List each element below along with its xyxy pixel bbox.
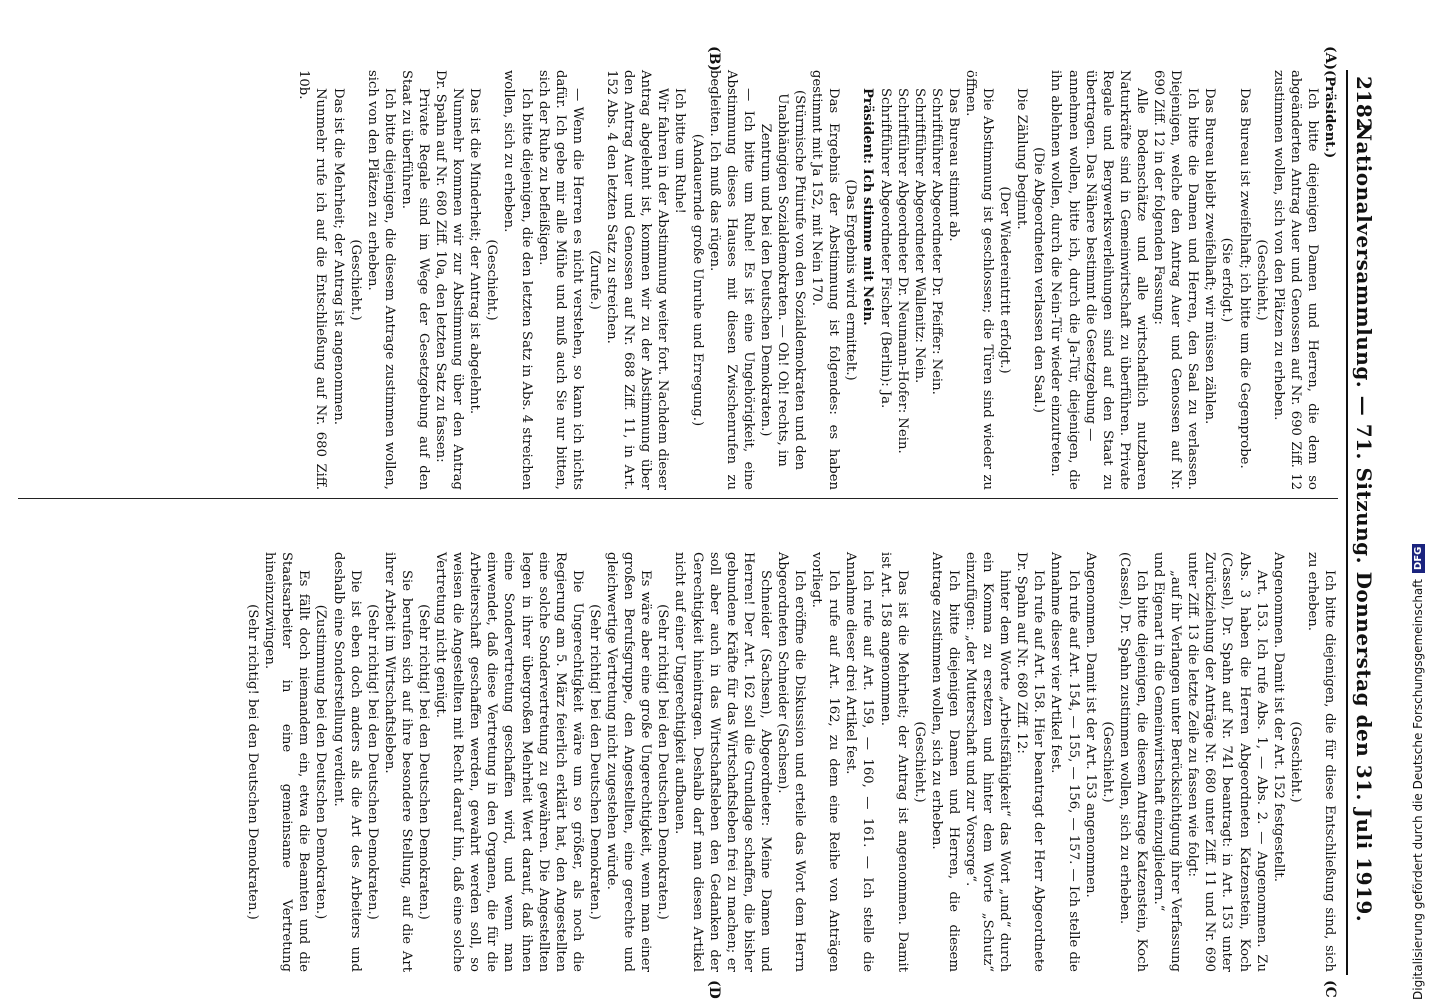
margin-mark-c: (C bbox=[1322, 980, 1338, 998]
paragraph: Das Bureau ist zweifelhaft; ich bitte um die Gegenprobe. bbox=[1236, 88, 1252, 469]
paragraph: (Zustimmung bei den Deutschen Demokraten.) bbox=[313, 604, 329, 920]
paragraph: (Der Wiedereintritt erfolgt.) bbox=[997, 186, 1013, 374]
paragraph: — Ich bitte um Ruhe! Es ist eine Ungehörigkeit, eine Abstimmung dieses Hauses mit diesen Zwischenrufen zu begleiten. Ich muß das rügen. bbox=[706, 70, 756, 490]
paragraph: (Geschieht.) bbox=[484, 239, 500, 321]
paragraph: Schriftführer Abgeordneter Wallenitz: Nein. bbox=[911, 88, 927, 384]
footer-text: Digitalisierung gefördert durch die Deutsche Forschungsgemeinschaft bbox=[1411, 578, 1425, 1000]
margin-mark-b: (B) bbox=[706, 46, 722, 72]
paragraph: Schriftführer Abgeordneter Dr. Neumann-Hofer: Nein. bbox=[894, 88, 910, 454]
dfg-logo: DFG bbox=[1412, 544, 1425, 573]
paragraph: Das Bureau stimmt ab. bbox=[945, 88, 961, 242]
paragraph: (Sehr richtig! bei den Deutschen Demokraten.) bbox=[416, 604, 432, 920]
paragraph: (Geschieht.) bbox=[1253, 239, 1269, 321]
column-divider bbox=[18, 498, 1338, 499]
paragraph: Die Zählung beginnt. bbox=[1014, 88, 1030, 230]
paragraph: Es wäre aber eine große Ungerechtigkeit, wenn man einer großen Berufsgruppe, den Angestellten, eine gerechte und gleichwertige Vertretung nicht zugestehen würde. bbox=[604, 552, 654, 972]
paragraph: Ich rufe auf Art. 162, zu dem eine Reihe von Anträgen vorliegt. bbox=[809, 552, 842, 972]
paragraph: (Sehr richtig! bei den Deutschen Demokraten.) bbox=[364, 604, 380, 920]
paragraph: (Das Ergebnis wird ermittelt.) bbox=[843, 179, 859, 381]
margin-mark-a: (A) bbox=[1322, 46, 1338, 71]
footer-credit bbox=[1408, 0, 1434, 1000]
paragraph: (Geschieht.) bbox=[1099, 721, 1115, 803]
paragraph: annehmen wollen, bitte ich, durch die Ja-Tür, diejenigen, die ihn ablehnen wollen, durch die Nein-Tür wieder einzutreten. bbox=[1048, 70, 1081, 490]
paragraph: Das ist die Mehrheit; der Antrag ist angenommen. Damit ist Art. 158 angenommen. bbox=[877, 552, 910, 972]
paragraph: Ich eröffne die Diskussion und erteile das Wort dem Herrn Abgeordneten Schneider (Sachsen). bbox=[775, 552, 808, 972]
paragraph: Ich rufe auf Art. 158. Hier beantragt der Herr Abgeordnete Dr. Spahn auf Nr. 680 Ziff. 12: bbox=[1014, 552, 1047, 972]
page-header bbox=[1346, 70, 1382, 975]
paragraph: (Sehr richtig! bei den Deutschen Demokraten.) bbox=[245, 604, 261, 920]
paragraph: Sie berufen sich auf ihre besondere Stellung, auf die Art ihrer Arbeit im Wirtschaftsleben. bbox=[381, 552, 414, 972]
paragraph: Es fällt doch niemandem ein, etwa die Beamten und die Staatsarbeiter in eine gemeinsame Vertretung hineinzuzwingen. bbox=[262, 552, 312, 972]
paragraph: Das Bureau bleibt zweifelhaft; wir müssen zählen. bbox=[1202, 88, 1218, 425]
paragraph: Das Ergebnis der Abstimmung ist folgendes: es haben gestimmt mit Ja 152, mit Nein 170. bbox=[809, 70, 842, 490]
paragraph: Ich bitte diejenigen, die diesem Antrage Katzenstein, Koch (Cassel), Dr. Spahn zustimmen wollen, sich zu erheben. bbox=[1116, 552, 1149, 972]
paragraph: Schriftführer Abgeordneter Dr. Pfeiffer: Nein. bbox=[928, 88, 944, 395]
paragraph: Die Ungerechtigkeit wäre um so größer, als noch die Regierung am 5. März feierlich erklärt hat, den Angestellten eine solche Sondervertretung zu gewähren. Die Angestellten legen in ihrer übergroßen Mehrheit Wert darauf, daß ihnen eine Sondervertretung geschaffen wird, und wenn man einwendet, daß diese Vertretung in den Organen, die für die Arbeiterschaft geschaffen werden, gewahrt werden soll, so weisen die Angestellten mit Recht darauf hin, daß eine solche Vertretung nicht genügt. bbox=[433, 552, 585, 972]
paragraph: (Geschieht.) bbox=[1287, 721, 1303, 803]
paragraph: „auf ihr Verlangen unter Berücksichtigung ihrer Verfassung und Eigenart in die Gemeinwirtschaft einzugliedern.“ bbox=[1151, 552, 1184, 972]
paragraph: (Geschieht.) bbox=[347, 239, 363, 321]
paragraph: (Sehr richtig! bei den Deutschen Demokraten.) bbox=[655, 604, 671, 920]
paragraph: Nunmehr kommen wir zur Abstimmung über den Antrag Dr. Spahn auf Nr. 680 Ziff. 10a, den letzten Satz zu fassen: bbox=[433, 70, 466, 490]
margin-mark-d: (D bbox=[706, 980, 722, 999]
page-title: Nationalversammlung. — 71. Sitzung. Donnerstag den 31. Juli 1919. bbox=[1352, 122, 1376, 923]
paragraph: (Sehr richtig! bei den Deutschen Demokraten.) bbox=[586, 604, 602, 920]
right-text-column bbox=[244, 552, 1338, 972]
paragraph: Ich bitte diejenigen, die für diese Entschließung sind, sich zu erheben. bbox=[1304, 552, 1337, 972]
paragraph: (Präsident.) bbox=[1322, 70, 1337, 159]
paragraph: (Stürmische Pfuirufe von den Sozialdemokraten und den Unabhängigen Sozialdemokraten. — Oh! Oh! rechts, im Zentrum und bei den Deutschen Demokraten.) bbox=[757, 89, 808, 470]
paragraph: Ich bitte diejenigen, die den letzten Satz in Abs. 4 streichen wollen, sich zu erheben. bbox=[501, 70, 534, 490]
paragraph: Die ist eben doch anders als die Art des Arbeiters und deshalb eine Sonderstellung verdient. bbox=[330, 552, 363, 972]
paragraph: Ich bitte die Damen und Herren, den Saal zu verlassen. Diejenigen, welche den Antrag Auer und Genossen auf Nr. 690 Ziff. 12 in der folgenden Fassung: bbox=[1151, 70, 1201, 490]
paragraph: Alle Bodenschätze und alle wirtschaftlich nutzbaren Naturkräfte sind in Gemeinwirtschaft zu überführen. Private Regale und Bergwerksverleihungen sind auf den Staat zu übertragen. Das Nähere bestimmt die Gesetzgebung — bbox=[1082, 70, 1149, 490]
paragraph: (Zurufe.) bbox=[586, 250, 602, 310]
paragraph: Das ist die Mehrheit; der Antrag ist angenommen. bbox=[330, 88, 346, 425]
paragraph: Private Regale sind im Wege der Gesetzgebung auf den Staat zu überführen. bbox=[398, 70, 432, 490]
paragraph: hinter dem Worte „Arbeitsfähigkeit“ das Wort „und“ durch ein Komma zu ersetzen und hinter dem Worte „Schutz“ einzufügen: „der Mutterschaft und zur Vorsorge“. bbox=[963, 552, 1013, 972]
paragraph: Nunmehr rufe ich auf die Entschließung auf Nr. 680 Ziff. 10b. bbox=[296, 70, 329, 490]
page-number: 2182 bbox=[1352, 76, 1376, 132]
paragraph: (Sie erfolgt.) bbox=[1219, 237, 1235, 323]
paragraph: Art. 153. Ich rufe Abs. 1, — Abs. 2. — Angenommen. Zu Abs. 3 haben die Herren Abgeordneten Katzenstein, Koch (Cassel), Dr. Spahn auf Nr. 741 beantragt: in Art. 153 unter Zurückziehung der Anträge Nr. 680 unter Ziff. 11 und Nr. 690 unter Ziff. 13 die letzte Zeile zu fassen wie folgt: bbox=[1185, 552, 1269, 972]
paragraph: Ich rufe auf Art. 159, — 160, — 161. — Ich stelle die Annahme dieser drei Artikel fest. bbox=[843, 552, 876, 972]
paragraph: — Wenn die Herren es nicht verstehen, so kann ich nichts dafür. Ich gebe mir alle Mühe und muß auch Sie nur bitten, sich der Ruhe zu befleißigen. bbox=[535, 70, 585, 490]
paragraph: Angenommen. Damit ist der Art. 153 angenommen. bbox=[1082, 552, 1098, 898]
paragraph: Das ist die Minderheit; der Antrag ist abgelehnt. bbox=[467, 88, 483, 415]
paragraph: Ich bitte diejenigen Damen und Herren, die dem so abgeänderten Antrag Auer und Genossen auf Nr. 690 Ziff. 12 zustimmen wollen, sich von den Plätzen zu erheben. bbox=[1270, 70, 1320, 490]
left-text-column bbox=[295, 70, 1338, 490]
paragraph: Ich rufe auf Art. 154, — 155, — 156, — 157. — Ich stelle die Annahme dieser vier Artikel fest. bbox=[1048, 552, 1081, 972]
paragraph: Schneider (Sachsen), Abgeordneter: Meine Damen und Herren! Der Art. 162 soll die Grundlage schaffen, die bisher gebundene Kräfte für das Wirtschaftsleben frei zu machen; er soll aber auch in das Wirtschaftsleben den Gedanken der Gerechtigkeit hineintragen. Deshalb darf man diesen Artikel nicht auf einer Ungerechtigkeit aufbauen. bbox=[672, 552, 773, 972]
paragraph: Die Abstimmung ist geschlossen; die Türen sind wieder zu öffnen. bbox=[963, 70, 996, 490]
paragraph: Angenommen. Damit ist der Art. 152 festgestellt. bbox=[1270, 552, 1286, 882]
paragraph: (Die Abgeordneten verlassen den Saal.) bbox=[1031, 147, 1047, 413]
paragraph: (Geschieht.) bbox=[911, 721, 927, 803]
paragraph: Wir fahren in der Abstimmung weiter fort. Nachdem dieser Antrag abgelehnt ist, kommen wir zu der Abstimmung über den Antrag Auer und Genossen auf Nr. 688 Ziff. 11, in Art. 152 Abs. 4 den letzten Satz zu streichen. bbox=[604, 70, 671, 490]
paragraph: Ich bitte diejenigen Damen und Herren, die diesem Antrage zustimmen wollen, sich zu erheben. bbox=[928, 552, 961, 972]
paragraph: (Andauernde große Unruhe und Erregung.) bbox=[689, 133, 705, 427]
paragraph: Präsident: Ich stimme mit Nein. bbox=[860, 88, 876, 326]
paragraph: Ich bitte diejenigen, die diesem Antrage zustimmen wollen, sich von den Plätzen zu erheben. bbox=[364, 70, 397, 490]
paragraph: Schriftführer Abgeordneter Fischer (Berlin): Ja. bbox=[877, 88, 893, 409]
paragraph: Ich bitte um Ruhe! bbox=[672, 88, 688, 214]
